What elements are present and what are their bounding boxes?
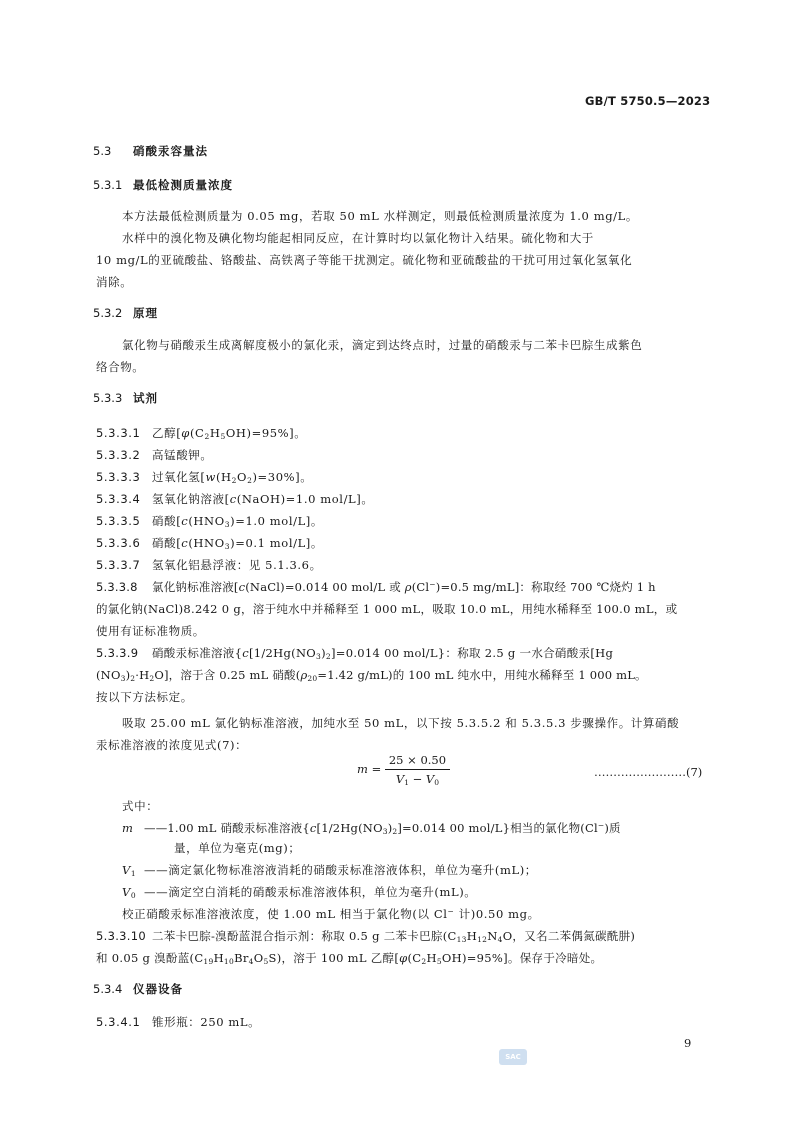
text: O]，溶于含 0.25 mL 硝酸(	[154, 668, 301, 682]
section-title: 原理	[133, 306, 158, 320]
paragraph-interference-line-3: 消除。	[96, 275, 133, 289]
text: 硝酸[	[152, 536, 182, 550]
text: O，又名二苯偶氮碳酰肼)	[502, 929, 636, 943]
text: N	[487, 929, 498, 943]
subscript: 12	[477, 935, 488, 944]
text: 校正硝酸汞标准溶液浓度，使 1.00 mL 相当于氯化物(以 Cl	[122, 907, 448, 921]
reagent-hydrogen-peroxide	[96, 469, 312, 485]
text: 锥形瓶：250 mL。	[152, 1015, 261, 1029]
paragraph-correction	[122, 906, 540, 922]
text: 过氧化氢[	[152, 470, 206, 484]
var-v0: V	[425, 772, 435, 786]
subscript: 3	[224, 542, 231, 551]
subscript: 2	[204, 432, 210, 441]
text: ]=0.014 00 mol/L}：称取 2.5 g 一水合硝酸汞[Hg	[330, 646, 614, 660]
text: 硝酸汞标准溶液{	[152, 646, 243, 660]
section-number: 5.3	[93, 144, 112, 158]
standard-number: GB/T 5750.5—2023	[585, 94, 711, 108]
symbol-c: c	[181, 536, 189, 550]
section-heading-5-3-2	[93, 305, 158, 321]
section-title: 仪器设备	[133, 982, 183, 996]
numerator: 25 × 0.50	[385, 753, 450, 770]
subscript: 2	[325, 652, 331, 661]
subscript: 0	[434, 778, 440, 787]
text: )=0.1 mol/L]。	[230, 536, 323, 550]
text: 氯化钠标准溶液[	[152, 580, 239, 594]
symbol-v1	[122, 863, 144, 878]
item-number: 5.3.4.1	[96, 1015, 141, 1029]
item-number: 5.3.3.9	[96, 646, 139, 660]
superscript: −	[429, 580, 436, 589]
minus-sign: −	[408, 772, 426, 786]
subscript: 3	[382, 827, 388, 836]
equipment-conical-flask	[96, 1014, 260, 1030]
text: =1.42 g/mL)的 100 mL 纯水中，用纯水稀释至 1 000 mL。	[317, 668, 647, 682]
symbol-c: c	[181, 514, 189, 528]
text: 氢氧化钠溶液[	[152, 492, 230, 506]
reagent-indicator-line-1	[96, 928, 635, 944]
symbol: V	[122, 863, 131, 877]
text: [1/2Hg(NO	[316, 821, 383, 835]
reagent-sodium-chloride-line-2: 的氯化钠(NaCl)8.242 0 g，溶于纯水中并稀释至 1 000 mL，吸取 10.0 mL，用纯水稀释至 100.0 mL，或	[96, 602, 678, 616]
text: 乙醇[	[152, 426, 182, 440]
text: (HNO	[188, 536, 225, 550]
formula-7	[357, 753, 450, 787]
section-number: 5.3.3	[93, 391, 123, 405]
text: 氢氧化铝悬浮液：见 5.1.3.6。	[152, 558, 322, 572]
reagent-indicator-line-2	[96, 950, 602, 966]
superscript: −	[597, 821, 605, 830]
paragraph-calibration-line-2: 汞标准溶液的浓度见式(7)：	[96, 738, 248, 752]
symbol-phi: φ	[399, 951, 408, 965]
reagent-sodium-chloride-line-3: 使用有证标准物质。	[96, 624, 205, 638]
reagent-mercuric-nitrate-line-2	[96, 667, 647, 683]
definition-v1	[122, 862, 537, 878]
text: 计)0.50 mg。	[454, 907, 540, 921]
subscript: 5	[263, 957, 269, 966]
text: H	[213, 951, 224, 965]
item-number: 5.3.3.10	[96, 929, 146, 943]
text: )	[387, 821, 393, 835]
item-number: 5.3.3.6	[96, 536, 141, 550]
text: )=0.5 mg/mL]：称取经 700 ℃烧灼 1 h	[435, 580, 656, 594]
superscript: −	[447, 907, 455, 916]
subscript: 3	[316, 652, 322, 661]
where-label: 式中：	[122, 799, 159, 813]
text: H	[426, 951, 437, 965]
sac-logo-watermark: SAC	[499, 1049, 527, 1065]
fraction	[385, 753, 450, 787]
text: (H	[215, 470, 232, 484]
reagent-sodium-chloride-line-1	[96, 579, 656, 595]
text: O	[237, 470, 248, 484]
subscript: 3	[120, 674, 126, 683]
subscript: 0	[130, 891, 137, 900]
subscript: 19	[203, 957, 214, 966]
equals-sign: =	[371, 762, 382, 776]
text: ——滴定空白消耗的硝酸汞标准溶液体积，单位为毫升(mL)。	[144, 885, 477, 899]
symbol-phi: φ	[181, 426, 190, 440]
text: )	[125, 668, 131, 682]
text: OH)=95%]。保存于冷暗处。	[441, 951, 603, 965]
item-number: 5.3.3.2	[96, 448, 141, 462]
var-v1: V	[395, 772, 405, 786]
subscript: 2	[130, 674, 136, 683]
section-heading-5-3	[93, 143, 208, 159]
symbol-m: m	[122, 821, 134, 835]
text: )质	[604, 821, 621, 835]
text: )=1.0 mol/L]。	[230, 514, 323, 528]
text: 和 0.05 g 溴酚蓝(C	[96, 951, 204, 965]
text: 高锰酸钾。	[152, 448, 213, 462]
text: ——滴定氯化物标准溶液消耗的硝酸汞标准溶液体积，单位为毫升(mL)；	[144, 863, 537, 877]
text: (C	[189, 426, 205, 440]
text: O	[253, 951, 264, 965]
symbol: V	[122, 885, 131, 899]
symbol-w: w	[205, 470, 216, 484]
text: H	[466, 929, 478, 943]
subscript: 4	[248, 957, 254, 966]
section-title: 最低检测质量浓度	[133, 178, 233, 192]
paragraph-detection-limit: 本方法最低检测质量为 0.05 mg，若取 50 mL 水样测定，则最低检测质量浓度为 1.0 mg/L。	[122, 209, 638, 223]
reagent-aluminum-hydroxide	[96, 557, 322, 573]
paragraph-principle-line-2: 络合物。	[96, 360, 145, 374]
subscript: 13	[456, 935, 467, 944]
section-number: 5.3.4	[93, 982, 123, 996]
text: (HNO	[188, 514, 225, 528]
section-heading-5-3-1	[93, 177, 233, 193]
item-number: 5.3.3.5	[96, 514, 141, 528]
subscript: 4	[497, 935, 503, 944]
item-number: 5.3.3.8	[96, 580, 138, 594]
reagent-ethanol	[96, 425, 306, 441]
subscript: 2	[247, 476, 253, 485]
text: 二苯卡巴腙-溴酚蓝混合指示剂：称取 0.5 g 二苯卡巴腙(C	[152, 929, 457, 943]
text: ·H	[135, 668, 150, 682]
subscript: 3	[224, 520, 231, 529]
subscript: 1	[404, 778, 409, 787]
subscript: 5	[436, 957, 442, 966]
section-heading-5-3-3	[93, 390, 158, 406]
text: [1/2Hg(NO	[248, 646, 317, 660]
item-number: 5.3.3.3	[96, 470, 141, 484]
symbol-c: c	[242, 646, 249, 660]
denominator	[385, 770, 450, 787]
item-number: 5.3.3.7	[96, 558, 141, 572]
section-number: 5.3.1	[93, 178, 123, 192]
subscript: 5	[220, 432, 226, 441]
subscript: 1	[130, 869, 137, 878]
paragraph-interference-line-1: 水样中的溴化物及碘化物均能起相同反应，在计算时均以氯化物计入结果。硫化物和大于	[122, 231, 594, 245]
reagent-mercuric-nitrate-line-1	[96, 645, 613, 661]
text: (NO	[96, 668, 121, 682]
text: 硝酸[	[152, 514, 182, 528]
reagent-mercuric-nitrate-line-3: 按以下方法标定。	[96, 690, 193, 704]
symbol-rho: ρ	[300, 668, 308, 682]
paragraph-principle-line-1: 氯化物与硝酸汞生成离解度极小的氯化汞，滴定到达终点时，过量的硝酸汞与二苯卡巴腙生成紫色	[122, 338, 643, 352]
subscript: 2	[421, 957, 427, 966]
subscript: 2	[149, 674, 155, 683]
equation-number: ……………………(7)	[594, 765, 703, 779]
text: Br	[234, 951, 249, 965]
page-number: 9	[684, 1036, 692, 1050]
section-title: 硝酸汞容量法	[133, 144, 208, 158]
reagent-nitric-acid-2	[96, 535, 323, 551]
definition-m-line-2: 量，单位为毫克(mg)；	[174, 841, 301, 855]
reagent-potassium-permanganate	[96, 447, 213, 463]
text: )	[321, 646, 326, 660]
section-title: 试剂	[133, 391, 158, 405]
definition-m-line-1	[122, 820, 621, 836]
formula-lhs: m	[357, 762, 368, 776]
text: ——1.00 mL 硝酸汞标准溶液{	[144, 821, 310, 835]
reagent-nitric-acid-1	[96, 513, 323, 529]
item-number: 5.3.3.1	[96, 426, 141, 440]
subscript: 2	[231, 476, 238, 485]
text: )=30%]。	[252, 470, 313, 484]
text: OH)=95%]。	[225, 426, 307, 440]
symbol-rho: ρ	[404, 580, 412, 594]
text: S)，溶于 100 mL 乙醇[	[268, 951, 400, 965]
section-number: 5.3.2	[93, 306, 123, 320]
paragraph-interference-line-2: 10 mg/L的亚硫酸盐、铬酸盐、高铁离子等能干扰测定。硫化物和亚硫酸盐的干扰可用过氧化氢氧化	[96, 253, 633, 267]
symbol-c: c	[238, 580, 246, 594]
subscript: 2	[392, 827, 398, 836]
symbol-c: c	[309, 821, 317, 835]
text: (NaOH)=1.0 mol/L]。	[236, 492, 374, 506]
symbol-v0	[122, 885, 144, 900]
paragraph-calibration-line-1: 吸取 25.00 mL 氯化钠标准溶液，加纯水至 50 mL，以下按 5.3.5.2 和 5.3.5.3 步骤操作。计算硝酸	[122, 716, 680, 730]
text: H	[209, 426, 221, 440]
text: (Cl	[411, 580, 430, 594]
symbol-c: c	[229, 492, 237, 506]
text: ]=0.014 00 mol/L}相当的氯化物(Cl	[397, 821, 598, 835]
item-number: 5.3.3.4	[96, 492, 141, 506]
section-heading-5-3-4	[93, 981, 183, 997]
definition-v0	[122, 884, 476, 900]
text: (NaCl)=0.014 00 mol/L 或	[245, 580, 405, 594]
subscript: 20	[307, 674, 318, 683]
text: (C	[407, 951, 422, 965]
subscript: 10	[223, 957, 235, 966]
reagent-sodium-hydroxide	[96, 491, 373, 507]
